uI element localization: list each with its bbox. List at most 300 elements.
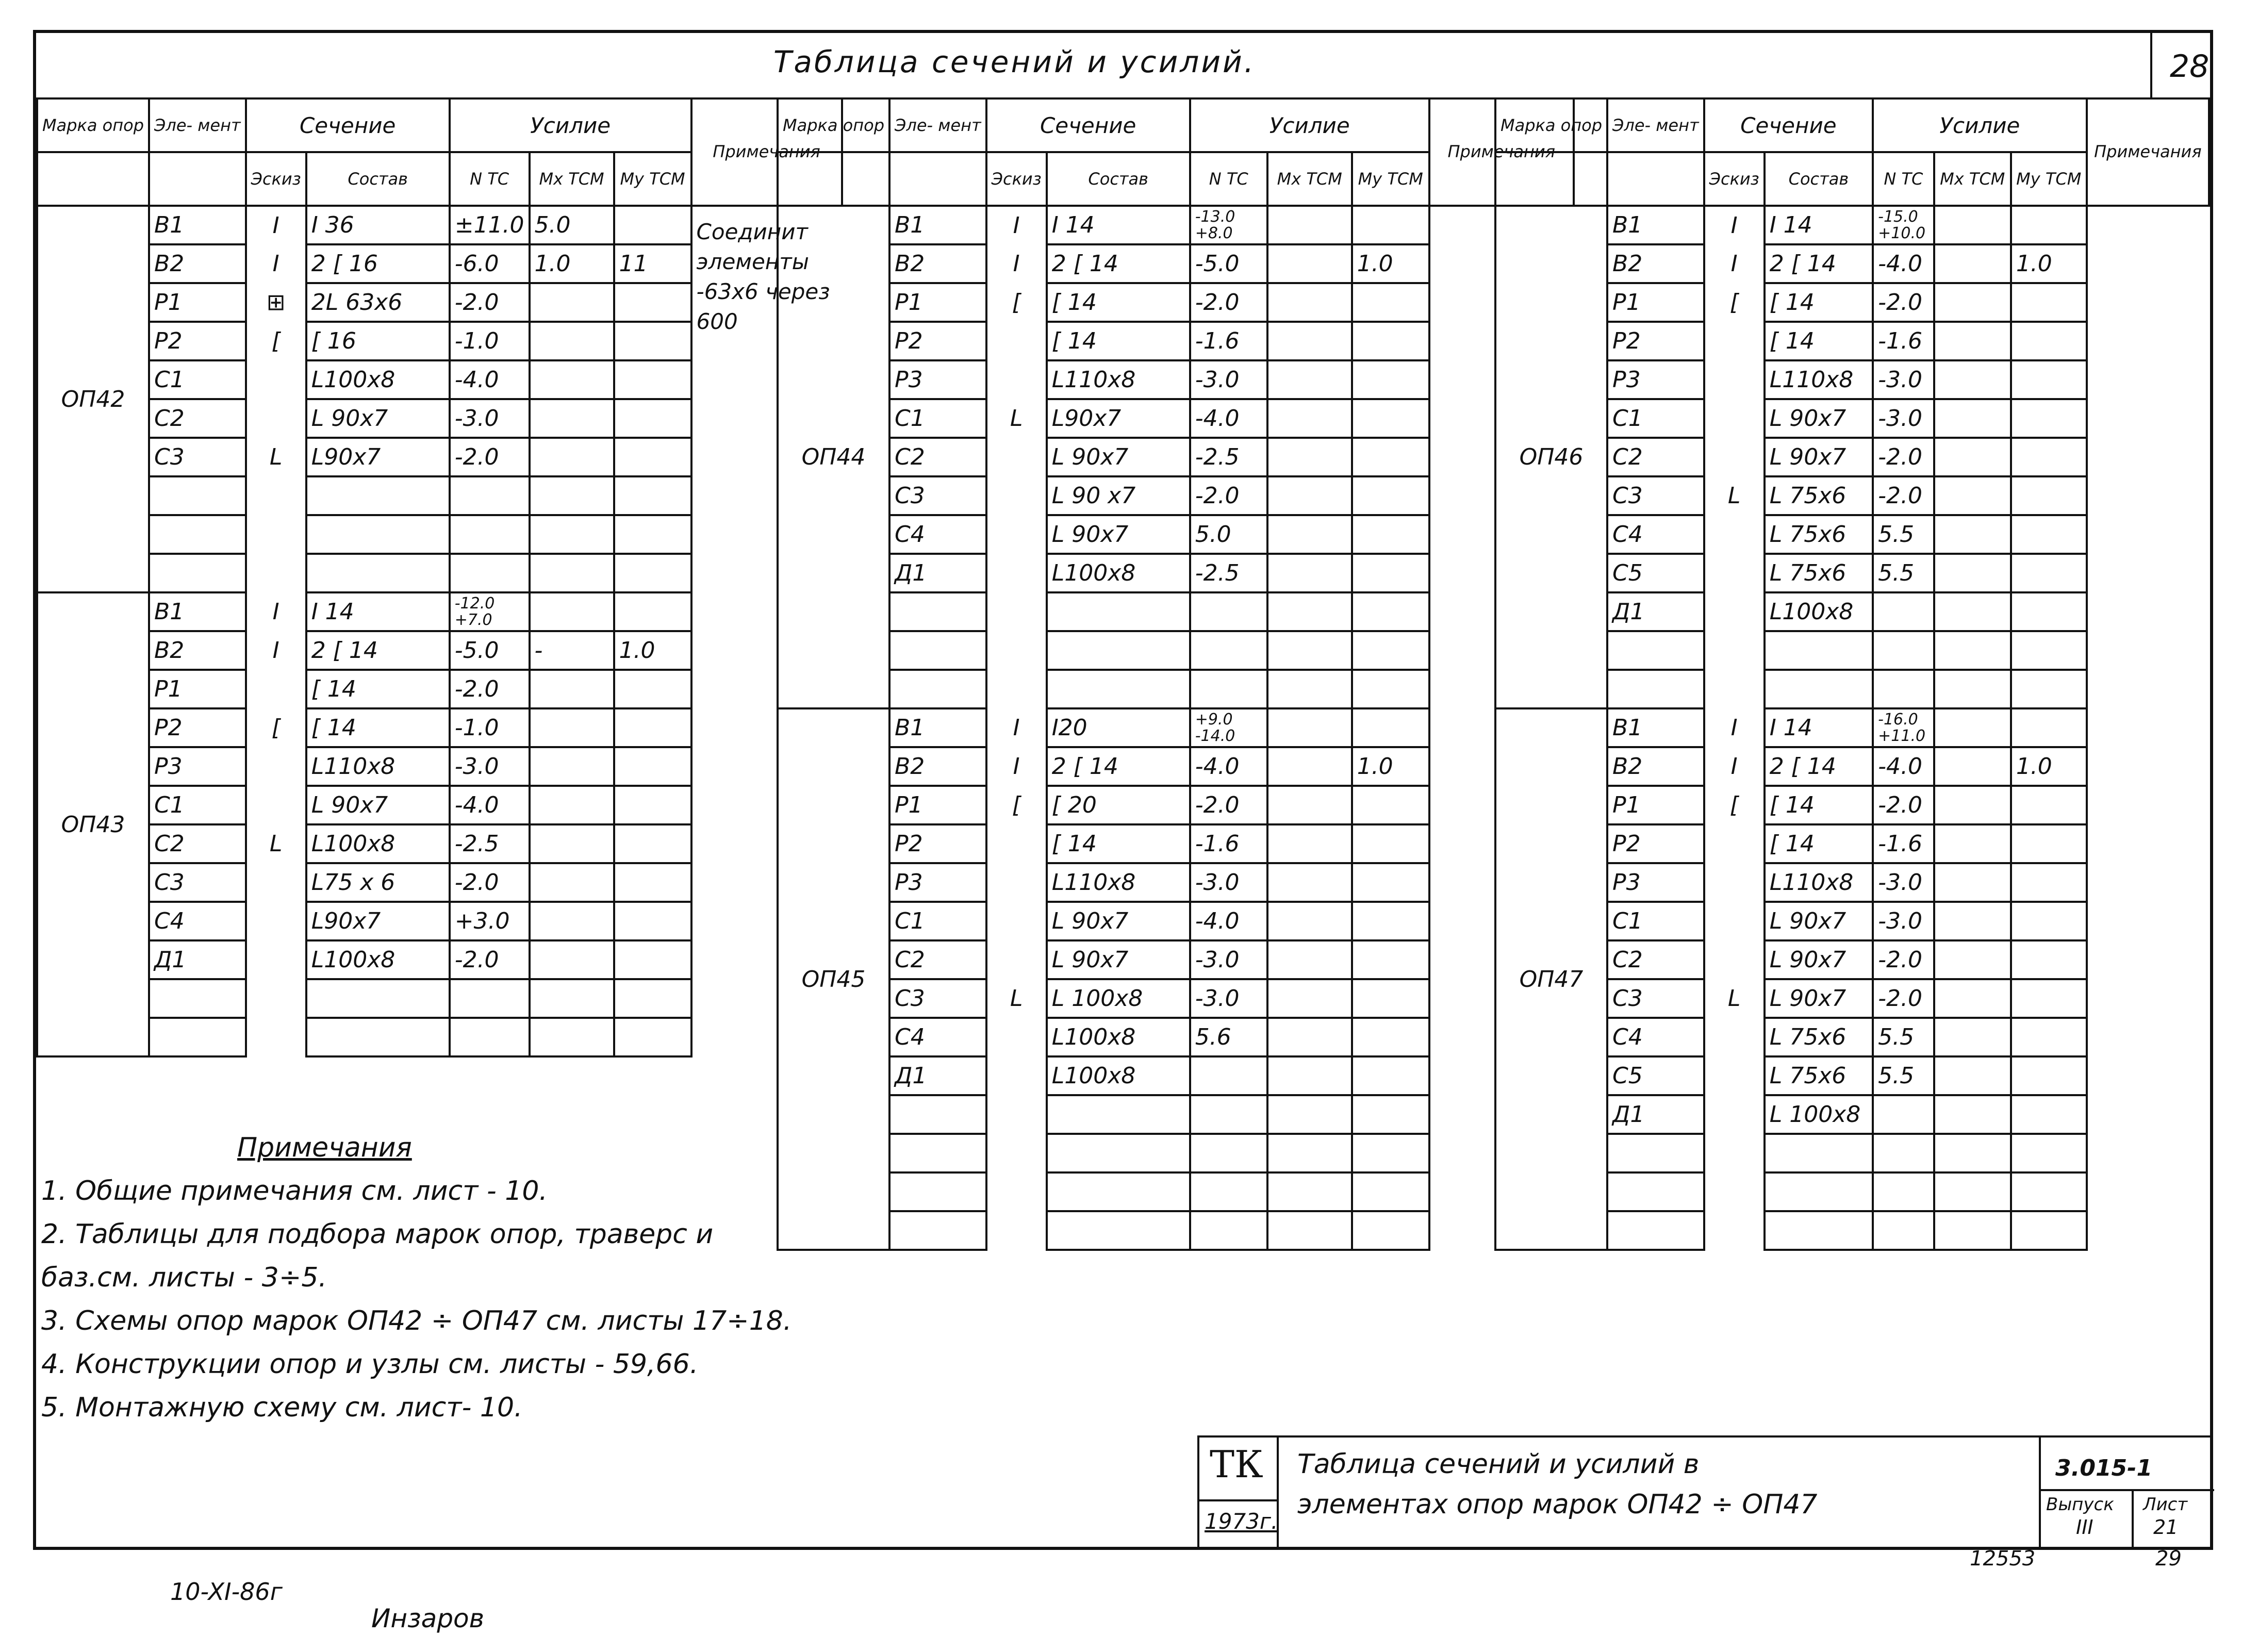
col-my: My ТСМ <box>2011 152 2087 206</box>
description-line-1: Таблица сечений и усилий в <box>1297 1449 1700 1480</box>
sketch-icon <box>246 399 306 438</box>
col-element: Эле- мент <box>1607 98 1704 152</box>
issue-label: Выпуск <box>2046 1494 2114 1515</box>
col-mx: Mx ТСМ <box>530 152 614 206</box>
moment-mx-cell <box>1267 1134 1352 1172</box>
year: 1973г. <box>1205 1509 1278 1534</box>
moment-mx-cell <box>530 902 614 940</box>
sketch-icon <box>986 1056 1047 1095</box>
composition-cell <box>306 554 450 592</box>
moment-mx-cell <box>1934 708 2011 747</box>
force-n-cell: -3.0 <box>450 399 530 438</box>
moment-mx-cell <box>1267 670 1352 708</box>
element-cell: Д1 <box>1607 592 1704 631</box>
sketch-icon <box>1704 902 1765 940</box>
force-n-cell: -3.0 <box>1873 863 1934 902</box>
moment-mx-cell <box>530 786 614 824</box>
force-n-cell <box>1873 631 1934 670</box>
force-n-cell: -3.0 <box>1190 863 1267 902</box>
page-number-divider <box>2150 33 2152 97</box>
force-n-cell: -2.0 <box>1873 940 1934 979</box>
moment-my-cell <box>2011 1172 2087 1211</box>
composition-cell: I20 <box>1047 708 1190 747</box>
col-notes: Примечания <box>1429 98 1574 206</box>
col-my: My ТСМ <box>1352 152 1429 206</box>
element-cell: В1 <box>149 206 246 244</box>
element-cell: Д1 <box>1607 1095 1704 1134</box>
moment-mx-cell <box>1267 244 1352 283</box>
element-cell: С4 <box>1607 1018 1704 1056</box>
composition-cell: L 90х7 <box>1765 979 1873 1018</box>
moment-my-cell <box>614 708 691 747</box>
moment-mx-cell <box>530 515 614 554</box>
force-n-cell: -3.0 <box>1873 360 1934 399</box>
moment-mx-cell <box>1934 863 2011 902</box>
element-cell: С1 <box>889 399 986 438</box>
element-cell <box>1607 1172 1704 1211</box>
force-n-cell <box>1873 592 1934 631</box>
element-cell: С1 <box>149 786 246 824</box>
force-n-cell: 5.5 <box>1873 554 1934 592</box>
force-n-cell: -2.0 <box>450 438 530 476</box>
moment-mx-cell <box>1267 902 1352 940</box>
moment-mx-cell <box>1267 786 1352 824</box>
sketch-icon <box>1704 1018 1765 1056</box>
sketch-icon <box>1704 399 1765 438</box>
moment-my-cell <box>1352 399 1429 438</box>
logo-divider <box>1199 1499 1277 1501</box>
force-n-cell: -4.0 <box>1190 399 1267 438</box>
moment-my-cell <box>614 940 691 979</box>
composition-cell: [ 14 <box>306 708 450 747</box>
moment-my-cell <box>2011 1134 2087 1172</box>
moment-mx-cell <box>1267 1095 1352 1134</box>
moment-my-cell <box>2011 940 2087 979</box>
moment-my-cell: 1.0 <box>2011 747 2087 786</box>
sketch-cell <box>986 1095 1047 1134</box>
moment-mx-cell <box>1934 476 2011 515</box>
element-cell <box>889 592 986 631</box>
force-n-cell: -4.0 <box>1873 244 1934 283</box>
sketch-icon <box>1704 592 1765 631</box>
moment-my-cell <box>2011 206 2087 244</box>
composition-cell: I 14 <box>1765 206 1873 244</box>
moment-my-cell <box>2011 786 2087 824</box>
sketch-icon <box>1704 824 1765 863</box>
composition-cell <box>1765 1172 1873 1211</box>
composition-cell <box>1765 631 1873 670</box>
sketch-cell <box>986 631 1047 670</box>
element-cell: Р3 <box>1607 863 1704 902</box>
moment-mx-cell <box>1934 1172 2011 1211</box>
sheet-label: Лист <box>2143 1494 2188 1515</box>
col-n: N ТС <box>1873 152 1934 206</box>
sketch-cell <box>986 592 1047 631</box>
moment-mx-cell <box>1934 1018 2011 1056</box>
moment-mx-cell: 5.0 <box>530 206 614 244</box>
col-mark: Марка опор <box>1495 98 1607 152</box>
composition-cell: L110х8 <box>1765 360 1873 399</box>
composition-cell <box>1047 1172 1190 1211</box>
element-cell <box>889 631 986 670</box>
element-cell: С2 <box>889 940 986 979</box>
force-n-cell: -1.6 <box>1873 824 1934 863</box>
section-table-1 <box>36 97 843 1058</box>
composition-cell: I 14 <box>1765 708 1873 747</box>
sketch-cell <box>1704 631 1765 670</box>
sketch-icon <box>986 438 1047 476</box>
note-3: 3. Схемы опор марок ОП42 ÷ ОП47 см. листы 17÷18. <box>41 1306 792 1336</box>
sketch-icon <box>246 863 306 902</box>
moment-my-cell <box>614 979 691 1018</box>
sketch-icon: L <box>1704 979 1765 1018</box>
col-n: N ТС <box>450 152 530 206</box>
composition-cell: L 90х7 <box>306 786 450 824</box>
table-row <box>1495 206 2209 244</box>
moment-mx-cell <box>1267 824 1352 863</box>
sketch-icon <box>986 863 1047 902</box>
composition-cell <box>306 979 450 1018</box>
moment-mx-cell <box>1267 1172 1352 1211</box>
col-element: Эле- мент <box>149 98 246 152</box>
element-cell: В1 <box>889 708 986 747</box>
sketch-cell <box>986 670 1047 708</box>
sketch-cell <box>246 979 306 1018</box>
sketch-cell <box>246 476 306 515</box>
section-table-2 <box>777 97 1575 1251</box>
notes-cell <box>2087 206 2209 1250</box>
moment-my-cell <box>2011 1056 2087 1095</box>
composition-cell: L 90 х7 <box>1047 476 1190 515</box>
element-cell: Р2 <box>889 824 986 863</box>
sketch-icon: I <box>986 708 1047 747</box>
sketch-cell <box>1704 1134 1765 1172</box>
table-row <box>778 206 1574 244</box>
moment-my-cell <box>614 322 691 360</box>
composition-cell: [ 16 <box>306 322 450 360</box>
force-n-cell: -2.0 <box>1190 786 1267 824</box>
sketch-icon: [ <box>986 786 1047 824</box>
sketch-icon <box>1704 554 1765 592</box>
composition-cell: L100х8 <box>306 940 450 979</box>
moment-my-cell <box>1352 631 1429 670</box>
moment-mx-cell <box>1934 631 2011 670</box>
force-n-cell: -2.0 <box>1873 438 1934 476</box>
element-cell: Р1 <box>1607 283 1704 322</box>
moment-my-cell <box>2011 863 2087 902</box>
sketch-icon <box>1704 940 1765 979</box>
sketch-cell <box>246 515 306 554</box>
element-cell: Д1 <box>889 1056 986 1095</box>
moment-my-cell <box>614 747 691 786</box>
force-n-cell <box>1873 670 1934 708</box>
force-n-cell <box>1873 1211 1934 1250</box>
moment-my-cell <box>1352 786 1429 824</box>
table-row <box>37 206 842 244</box>
col-notes: Примечания <box>2087 98 2209 206</box>
moment-my-cell <box>2011 1095 2087 1134</box>
moment-mx-cell <box>530 940 614 979</box>
force-n-cell: -4.0 <box>450 786 530 824</box>
col-force: Усилие <box>1873 98 2087 152</box>
description-line-2: элементах опор марок ОП42 ÷ ОП47 <box>1297 1489 1818 1520</box>
composition-cell: L 90х7 <box>1047 515 1190 554</box>
code-divider <box>2039 1438 2041 1549</box>
moment-my-cell <box>614 863 691 902</box>
element-cell: Р2 <box>1607 824 1704 863</box>
handwritten-name: Инзаров <box>371 1604 485 1633</box>
col-mark-sub <box>1495 152 1607 206</box>
col-mark: Марка опор <box>778 98 889 152</box>
composition-cell: [ 14 <box>1765 322 1873 360</box>
moment-mx-cell <box>1934 824 2011 863</box>
sketch-icon <box>986 360 1047 399</box>
footer-page: 29 <box>2155 1547 2182 1571</box>
moment-mx-cell <box>530 399 614 438</box>
composition-cell: L100х8 <box>306 824 450 863</box>
moment-mx-cell <box>1267 515 1352 554</box>
col-mark-sub <box>37 152 149 206</box>
force-n-cell: -3.0 <box>1873 902 1934 940</box>
notes-title: Примечания <box>237 1132 412 1163</box>
force-n-cell <box>1190 1134 1267 1172</box>
force-n-cell <box>450 554 530 592</box>
element-cell: Р1 <box>889 786 986 824</box>
force-n-cell <box>450 979 530 1018</box>
composition-cell: 2 [ 14 <box>1765 244 1873 283</box>
element-cell: С3 <box>1607 476 1704 515</box>
force-n-cell <box>1873 1172 1934 1211</box>
force-n-cell: ±11.0 <box>450 206 530 244</box>
note-5: 5. Монтажную схему см. лист- 10. <box>41 1392 523 1423</box>
force-n-cell: -15.0 +10.0 <box>1873 206 1934 244</box>
sketch-icon <box>986 476 1047 515</box>
col-n: N ТС <box>1190 152 1267 206</box>
force-n-cell: -2.0 <box>1190 283 1267 322</box>
sketch-icon <box>1704 863 1765 902</box>
col-section: Сечение <box>1704 98 1873 152</box>
moment-mx-cell <box>1267 1056 1352 1095</box>
force-n-cell: -2.5 <box>450 824 530 863</box>
composition-cell: L 75х6 <box>1765 1018 1873 1056</box>
support-mark: ОП42 <box>37 206 149 592</box>
sketch-cell <box>1704 1211 1765 1250</box>
element-cell: В2 <box>1607 747 1704 786</box>
composition-cell <box>1047 1134 1190 1172</box>
moment-mx-cell <box>1934 747 2011 786</box>
force-n-cell: 5.6 <box>1190 1018 1267 1056</box>
element-cell: С2 <box>1607 940 1704 979</box>
composition-cell: [ 14 <box>1765 786 1873 824</box>
moment-mx-cell: - <box>530 631 614 670</box>
element-cell: Р1 <box>149 670 246 708</box>
composition-cell: L110х8 <box>1047 863 1190 902</box>
col-my: My ТСМ <box>614 152 691 206</box>
moment-my-cell <box>614 902 691 940</box>
sketch-icon <box>1704 1095 1765 1134</box>
composition-cell: L110х8 <box>1765 863 1873 902</box>
composition-cell: L100х8 <box>306 360 450 399</box>
element-cell: С3 <box>1607 979 1704 1018</box>
force-n-cell: -2.0 <box>1873 786 1934 824</box>
moment-mx-cell <box>530 554 614 592</box>
moment-my-cell <box>614 476 691 515</box>
col-force: Усилие <box>450 98 691 152</box>
page-number: 28 <box>2170 48 2210 85</box>
moment-my-cell <box>2011 631 2087 670</box>
composition-cell: L90х7 <box>306 902 450 940</box>
composition-cell <box>1047 1211 1190 1250</box>
composition-cell: 2 [ 14 <box>306 631 450 670</box>
element-cell: С1 <box>149 360 246 399</box>
sketch-icon: L <box>1704 476 1765 515</box>
moment-my-cell <box>2011 399 2087 438</box>
force-n-cell: -2.0 <box>1873 979 1934 1018</box>
sketch-icon <box>986 515 1047 554</box>
moment-mx-cell <box>1267 283 1352 322</box>
element-cell: В2 <box>149 631 246 670</box>
moment-mx-cell <box>1267 747 1352 786</box>
moment-my-cell <box>2011 476 2087 515</box>
col-element-sub <box>889 152 986 206</box>
element-cell: С4 <box>1607 515 1704 554</box>
composition-cell: L100х8 <box>1047 1056 1190 1095</box>
force-n-cell: 5.5 <box>1873 515 1934 554</box>
force-n-cell: -1.6 <box>1190 322 1267 360</box>
sketch-cell <box>1704 670 1765 708</box>
element-cell: Р3 <box>1607 360 1704 399</box>
force-n-cell: -2.0 <box>1873 283 1934 322</box>
force-n-cell: +3.0 <box>450 902 530 940</box>
sketch-icon: [ <box>1704 786 1765 824</box>
moment-mx-cell <box>1267 322 1352 360</box>
moment-my-cell <box>2011 979 2087 1018</box>
moment-my-cell: 1.0 <box>2011 244 2087 283</box>
moment-my-cell <box>1352 476 1429 515</box>
moment-my-cell <box>614 399 691 438</box>
moment-mx-cell <box>530 747 614 786</box>
element-cell: Д1 <box>149 940 246 979</box>
moment-my-cell <box>1352 1056 1429 1095</box>
moment-mx-cell <box>1267 206 1352 244</box>
stamp-number: 12553 <box>1970 1547 2036 1571</box>
force-n-cell: -2.0 <box>450 670 530 708</box>
moment-my-cell <box>1352 554 1429 592</box>
moment-mx-cell <box>1934 283 2011 322</box>
composition-cell: L 75х6 <box>1765 476 1873 515</box>
element-cell: В2 <box>889 244 986 283</box>
force-n-cell: -6.0 <box>450 244 530 283</box>
moment-my-cell <box>1352 979 1429 1018</box>
moment-mx-cell <box>1934 438 2011 476</box>
sketch-icon <box>1704 1056 1765 1095</box>
force-n-cell <box>1873 1095 1934 1134</box>
moment-my-cell <box>614 206 691 244</box>
force-n-cell <box>1190 631 1267 670</box>
moment-mx-cell <box>1267 554 1352 592</box>
sketch-icon: I <box>1704 747 1765 786</box>
sketch-icon: I <box>246 631 306 670</box>
element-cell <box>889 1211 986 1250</box>
sketch-icon <box>246 747 306 786</box>
element-cell: В2 <box>889 747 986 786</box>
support-mark: ОП43 <box>37 592 149 1056</box>
composition-cell: L 100х8 <box>1765 1095 1873 1134</box>
moment-my-cell <box>2011 708 2087 747</box>
sketch-cell <box>986 1134 1047 1172</box>
col-composition: Состав <box>1047 152 1190 206</box>
force-n-cell: -2.0 <box>450 863 530 902</box>
col-section: Сечение <box>246 98 450 152</box>
moment-mx-cell <box>530 360 614 399</box>
force-n-cell <box>450 476 530 515</box>
moment-mx-cell <box>1267 1211 1352 1250</box>
force-n-cell: -1.0 <box>450 322 530 360</box>
moment-mx-cell <box>1934 1134 2011 1172</box>
sketch-icon <box>246 670 306 708</box>
element-cell: С1 <box>889 902 986 940</box>
section-table-3 <box>1494 97 2210 1251</box>
sketch-icon <box>986 824 1047 863</box>
sketch-icon: I <box>246 206 306 244</box>
moment-my-cell <box>2011 515 2087 554</box>
composition-cell <box>1047 631 1190 670</box>
moment-my-cell <box>2011 554 2087 592</box>
sketch-cell <box>1704 1172 1765 1211</box>
sketch-icon: I <box>986 206 1047 244</box>
composition-cell: 2 [ 14 <box>1047 747 1190 786</box>
moment-mx-cell <box>530 863 614 902</box>
force-n-cell <box>1190 1211 1267 1250</box>
sketch-icon: I <box>1704 206 1765 244</box>
moment-my-cell <box>2011 592 2087 631</box>
moment-mx-cell <box>530 592 614 631</box>
composition-cell: I 36 <box>306 206 450 244</box>
element-cell: В2 <box>1607 244 1704 283</box>
sketch-icon: [ <box>986 283 1047 322</box>
moment-my-cell <box>2011 902 2087 940</box>
element-cell: С2 <box>889 438 986 476</box>
sketch-icon: [ <box>1704 283 1765 322</box>
sketch-icon <box>1704 360 1765 399</box>
col-element-sub <box>149 152 246 206</box>
composition-cell: L 90х7 <box>306 399 450 438</box>
force-n-cell: -3.0 <box>1190 940 1267 979</box>
element-cell: Р3 <box>889 360 986 399</box>
force-n-cell: -3.0 <box>1190 979 1267 1018</box>
support-mark: ОП45 <box>778 708 889 1250</box>
sketch-icon: I <box>1704 244 1765 283</box>
element-cell <box>149 979 246 1018</box>
moment-my-cell <box>2011 1211 2087 1250</box>
element-cell <box>1607 631 1704 670</box>
element-cell: С1 <box>1607 902 1704 940</box>
moment-my-cell <box>614 360 691 399</box>
moment-mx-cell <box>530 438 614 476</box>
composition-cell: 2 [ 14 <box>1047 244 1190 283</box>
element-cell: Р3 <box>149 747 246 786</box>
element-cell <box>889 1134 986 1172</box>
composition-cell: L 90х7 <box>1047 438 1190 476</box>
force-n-cell: -3.0 <box>1190 360 1267 399</box>
element-cell: С4 <box>889 1018 986 1056</box>
composition-cell: L 75х6 <box>1765 1056 1873 1095</box>
moment-mx-cell <box>1934 1211 2011 1250</box>
moment-my-cell <box>1352 670 1429 708</box>
composition-cell <box>1765 670 1873 708</box>
table-title: Таблица сечений и усилий. <box>773 44 1256 79</box>
composition-cell: L110х8 <box>1047 360 1190 399</box>
